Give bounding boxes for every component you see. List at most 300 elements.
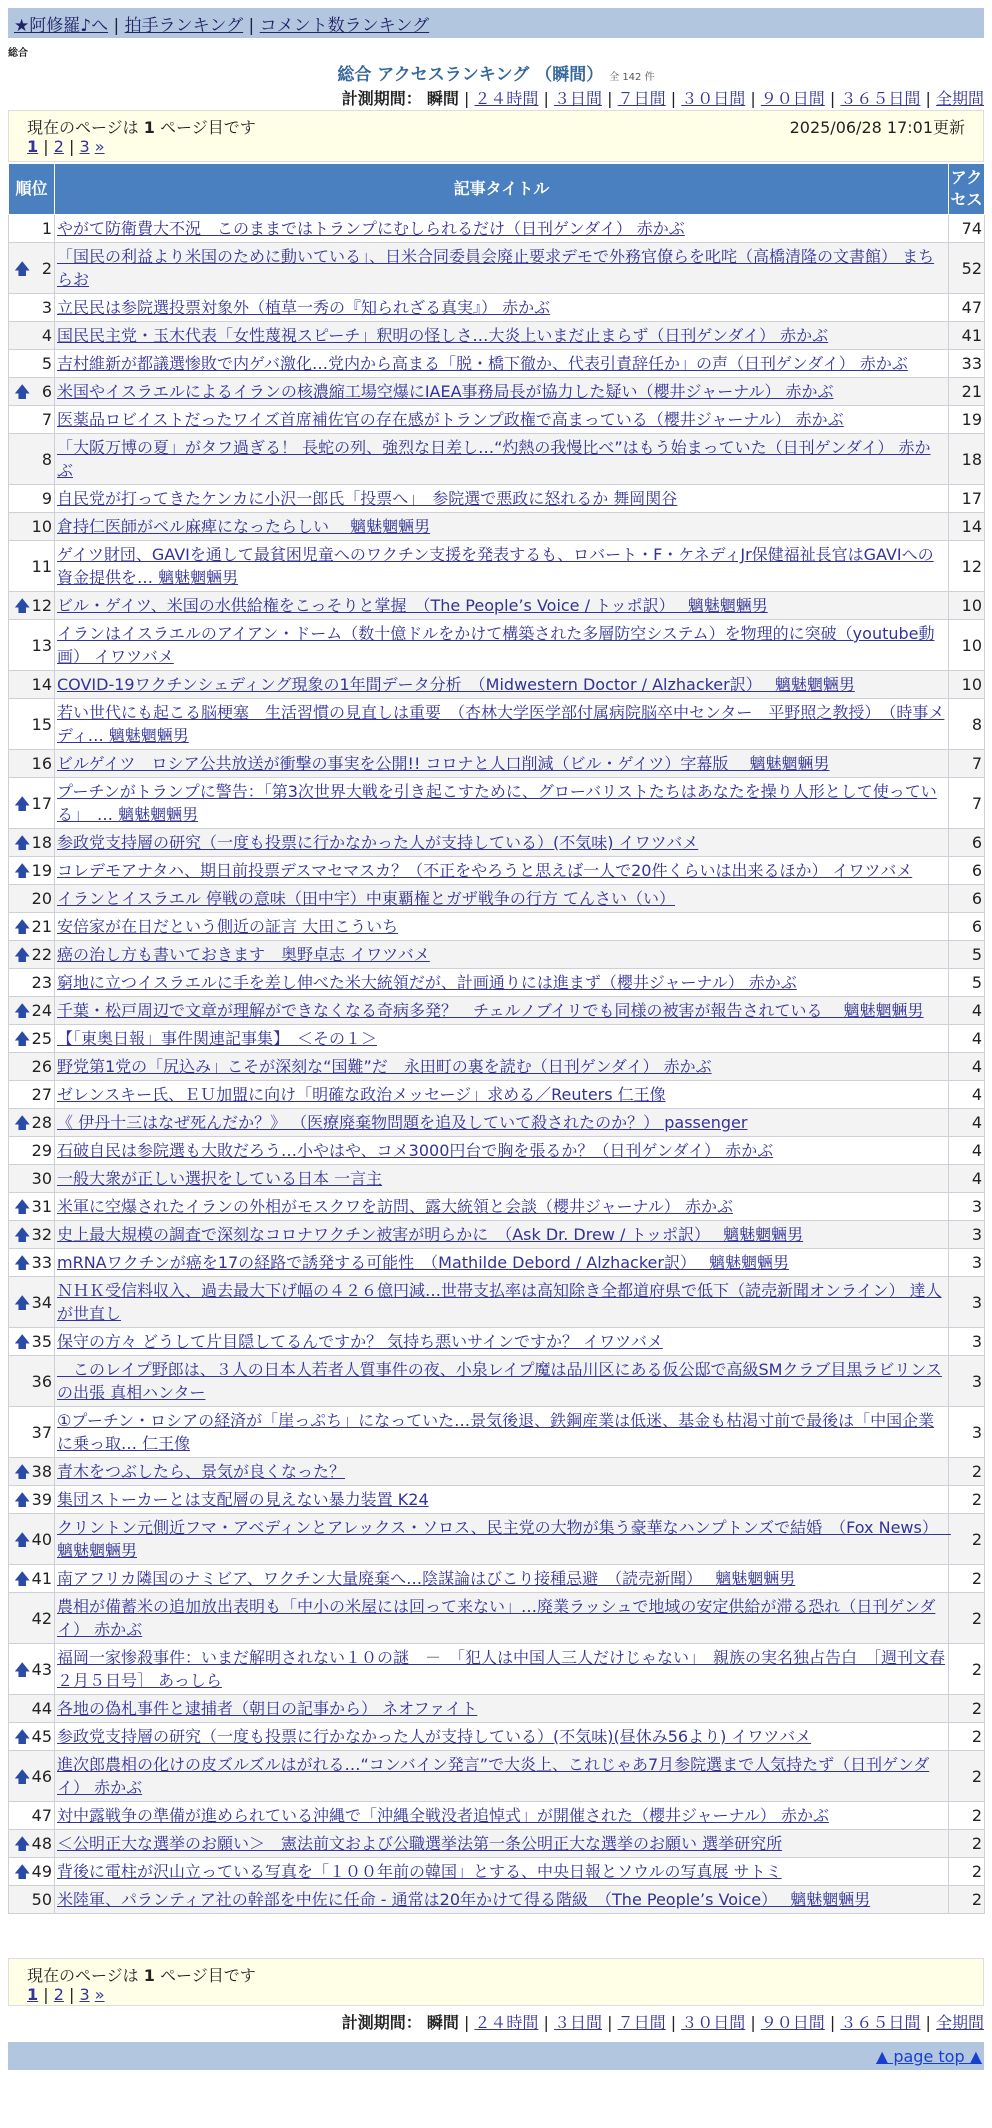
table-row <box>9 1109 985 1137</box>
rank-cell <box>9 1802 55 1830</box>
table-row <box>9 592 985 620</box>
rank-cell <box>9 1751 55 1802</box>
title-cell <box>55 1751 949 1802</box>
period-separator: | <box>925 2013 931 2032</box>
rank-cell <box>9 1858 55 1886</box>
rank-cell <box>9 1407 55 1458</box>
table-row <box>9 1830 985 1858</box>
title-cell <box>55 857 949 885</box>
rank-number: 25 <box>31 1029 52 1048</box>
access-count: 4 <box>949 1137 985 1165</box>
article-link[interactable]: 青木をつぶしたら、景気が良くなった？ <box>57 1462 346 1481</box>
home-link[interactable]: ★阿修羅♪へ <box>14 16 109 36</box>
rank-cell <box>9 1081 55 1109</box>
article-link[interactable]: 野党第1党の「尻込み」こそが深刻な“国難”だ 永田町の裏を読む（日刊ゲンダイ） 赤かぶ <box>57 1057 712 1076</box>
nav-separator: | <box>248 16 255 36</box>
rank-cell <box>9 1486 55 1514</box>
period-selector-top <box>342 86 984 109</box>
nav-separator: | <box>113 16 120 36</box>
access-count: 3 <box>949 1328 985 1356</box>
table-row <box>9 1565 985 1593</box>
pager-separator: | <box>43 1985 49 2004</box>
period-separator: | <box>750 89 756 108</box>
table-row <box>9 1053 985 1081</box>
rank-cell <box>9 1830 55 1858</box>
rank-cell <box>9 592 55 620</box>
page-status-text: 現在のページは 1 ページ目です <box>27 118 256 137</box>
rank-up-icon: 🡅 <box>14 945 31 964</box>
rank-number: 28 <box>31 1113 52 1132</box>
title-cell <box>55 671 949 699</box>
rank-cell <box>9 485 55 513</box>
top-nav-bar <box>8 8 984 38</box>
access-count: 2 <box>949 1644 985 1695</box>
page-link-current[interactable]: 1 <box>27 1985 39 2004</box>
pager-separator: | <box>69 137 75 156</box>
rank-header: 順位 <box>9 164 55 215</box>
title-cell <box>55 1886 949 1914</box>
article-link[interactable]: 吉村維新が都議選惨敗で内ゲバ激化…党内から高まる「脱・橋下徹か、代表引責辞任か」の声（日刊ゲンダイ） 赤かぶ <box>57 354 908 373</box>
table-row <box>9 829 985 857</box>
rank-cell <box>9 1277 55 1328</box>
pager-separator: | <box>43 137 49 156</box>
title-cell <box>55 620 949 671</box>
pager <box>27 1985 965 2007</box>
rank-number: 33 <box>31 1253 52 1272</box>
article-link[interactable]: 進次郎農相の化けの皮ズルズルはがれる…“コンバイン発言”で大炎上、これじゃあ7月参院選まで人気持たず（日刊ゲンダイ） 赤かぶ <box>57 1755 930 1797</box>
article-link[interactable]: イランはイスラエルのアイアン・ドーム（数十億ドルをかけて構築された多層防空システム）を物理的に突破（youtube動画） イワツバメ <box>57 624 935 666</box>
rank-cell <box>9 1109 55 1137</box>
table-row <box>9 671 985 699</box>
article-link[interactable]: 《 伊丹十三はなぜ死んだか？》 （医療廃棄物問題を追及していて殺されたのか？） passenger <box>57 1113 748 1132</box>
article-link[interactable]: 対中露戦争の準備が進められている沖縄で「沖縄全戦没者追悼式」が開催された（櫻井ジャーナル） 赤かぶ <box>57 1806 829 1825</box>
access-count: 7 <box>949 750 985 778</box>
title-cell <box>55 485 949 513</box>
rank-number: 41 <box>31 1569 52 1588</box>
rank-cell <box>9 434 55 485</box>
article-link[interactable]: COVID-19ワクチンシェディング現象の1年間データ分析 （Midwestern Doctor / Alzhacker訳） 魑魅魍魎男 <box>57 675 855 694</box>
title-cell <box>55 1830 949 1858</box>
title-cell <box>55 1565 949 1593</box>
article-link[interactable]: 南アフリカ隣国のナミビア、ワクチン大量廃棄へ…陰謀論はびこり接種忌避 （読売新聞） 魑魅魍魎男 <box>57 1569 796 1588</box>
rank-cell <box>9 378 55 406</box>
rank-number: 34 <box>31 1292 52 1312</box>
page-link[interactable]: 2 <box>53 137 64 156</box>
article-link[interactable]: 史上最大規模の調査で深刻なコロナワクチン被害が明らかに （Ask Dr. Drew / トッポ訳） 魑魅魍魎男 <box>57 1225 804 1244</box>
period-link[interactable]: ９０日間 <box>760 89 825 108</box>
access-count: 2 <box>949 1695 985 1723</box>
rank-number: 38 <box>31 1462 52 1481</box>
rank-cell <box>9 1886 55 1914</box>
table-row <box>9 1723 985 1751</box>
table-row <box>9 215 985 243</box>
title-cell <box>55 1137 949 1165</box>
page-link[interactable]: 2 <box>53 1985 64 2004</box>
table-row <box>9 1081 985 1109</box>
article-link[interactable]: 窮地に立つイスラエルに手を差し伸べた米大統領だが、計画通りには進まず（櫻井ジャーナル） 赤かぶ <box>57 973 797 992</box>
rank-up-icon: 🡅 <box>14 596 31 615</box>
access-count: 2 <box>949 1858 985 1886</box>
table-row <box>9 1407 985 1458</box>
period-link[interactable]: ３日間 <box>554 89 603 108</box>
article-link[interactable]: ビル・ゲイツ、米国の水供給権をこっそりと掌握 （The People’s Voice / トッポ訳） 魑魅魍魎男 <box>57 596 768 615</box>
rank-number: 12 <box>31 596 52 615</box>
rank-number: 46 <box>31 1766 52 1786</box>
period-selector-bottom <box>342 2010 984 2033</box>
access-count: 5 <box>949 941 985 969</box>
article-link[interactable]: ゲイツ財団、GAVIを通して最貧困児童へのワクチン支援を発表するも、ロバート・F・ケネディJr保健福祉長官はGAVIへの資金提供を… 魑魅魍魎男 <box>57 545 934 587</box>
ranking-table <box>8 163 985 1914</box>
article-link[interactable]: 安倍家が在日だという側近の証言 大田こういち <box>57 917 399 936</box>
title-cell <box>55 997 949 1025</box>
article-link[interactable]: ビルゲイツ ロシア公共放送が衝撃の事実を公開!! コロナと人口削減（ビル・ゲイツ）字幕版 魑魅魍魎男 <box>57 754 830 773</box>
article-link[interactable]: 米国やイスラエルによるイランの核濃縮工場空爆にIAEA事務局長が協力した疑い（櫻井ジャーナル） 赤かぶ <box>57 382 834 401</box>
title-cell <box>55 1328 949 1356</box>
article-link[interactable]: 米軍に空爆されたイランの外相がモスクワを訪問、露大統領と会談（櫻井ジャーナル） 赤かぶ <box>57 1197 733 1216</box>
period-link[interactable]: ３６５日間 <box>840 89 921 108</box>
article-link[interactable]: 保守の方々 どうして片目隠してるんですか？ 気持ち悪いサインですか？ イワツバメ <box>57 1332 663 1351</box>
article-link[interactable]: 参政党支持層の研究（一度も投票に行かなかった人が支持している）(不気味) イワツバメ <box>57 833 699 852</box>
table-row <box>9 1249 985 1277</box>
period-link[interactable]: ２４時間 <box>474 89 539 108</box>
access-count: 3 <box>949 1221 985 1249</box>
rank-up-icon: 🡅 <box>14 1659 31 1679</box>
title-cell <box>55 1193 949 1221</box>
article-link[interactable]: 医薬品ロビイストだったワイズ首席補佐官の存在感がトランプ政権で高まっている（櫻井ジャーナル） 赤かぶ <box>57 410 844 429</box>
title-cell <box>55 406 949 434</box>
article-link[interactable]: 参政党支持層の研究（一度も投票に行かなかった人が支持している）(不気味)(昼休み56より) イワツバメ <box>57 1727 812 1746</box>
access-count: 2 <box>949 1802 985 1830</box>
rank-up-icon: 🡅 <box>14 1001 31 1020</box>
article-link[interactable]: 福岡一家惨殺事件：いまだ解明されない１０の謎 － 「犯人は中国人三人だけじゃない」 親族の実名独占告白 ［週刊文春２月５日号］ あっしら <box>57 1648 946 1690</box>
rank-cell <box>9 1025 55 1053</box>
period-link[interactable]: ９０日間 <box>760 2013 825 2032</box>
title-cell <box>55 1695 949 1723</box>
rank-number: 10 <box>31 517 52 536</box>
page-link-current[interactable]: 1 <box>27 137 39 156</box>
access-count: 2 <box>949 1486 985 1514</box>
period-link[interactable]: ３０日間 <box>681 89 746 108</box>
period-link[interactable]: ７日間 <box>617 89 666 108</box>
table-row <box>9 1277 985 1328</box>
table-row <box>9 1165 985 1193</box>
period-separator: | <box>670 89 677 108</box>
title-cell <box>55 829 949 857</box>
access-count: 4 <box>949 1165 985 1193</box>
table-row <box>9 1695 985 1723</box>
rank-number: 35 <box>31 1332 52 1351</box>
table-row <box>9 485 985 513</box>
pager <box>27 137 965 159</box>
rank-cell <box>9 699 55 750</box>
rank-number: 19 <box>31 861 52 880</box>
article-link[interactable]: ＮＨＫ受信料収入、過去最大下げ幅の４２６億円減…世帯支払率は高知除き全都道府県で低下（読売新聞オンライン） 達人が世直し <box>57 1281 942 1323</box>
rank-cell <box>9 1328 55 1356</box>
period-separator: | <box>543 89 549 108</box>
article-link[interactable]: ①プーチン・ロシアの経済が「崖っぷち」になっていた…景気後退、鉄鋼産業は低迷、基金も枯渇寸前で最後は「中国企業に乗っ取… 仁王像 <box>57 1411 935 1453</box>
period-separator: | <box>829 89 836 108</box>
article-link[interactable]: 各地の偽札事件と逮捕者（朝日の記事から） ネオファイト <box>57 1699 478 1718</box>
title-cell <box>55 1858 949 1886</box>
title-cell <box>55 699 949 750</box>
table-row <box>9 857 985 885</box>
table-row <box>9 1514 985 1565</box>
rank-number: 37 <box>31 1422 52 1442</box>
access-count: 52 <box>949 243 985 294</box>
footer-bar <box>8 2042 984 2070</box>
period-separator: | <box>925 89 931 108</box>
title-cell <box>55 294 949 322</box>
table-row <box>9 885 985 913</box>
rank-number: 21 <box>31 917 52 936</box>
access-count: 74 <box>949 215 985 243</box>
rank-up-icon: 🡅 <box>14 1197 31 1216</box>
title-cell <box>55 885 949 913</box>
rank-cell <box>9 243 55 294</box>
rank-number: 15 <box>31 714 52 734</box>
rank-up-icon: 🡅 <box>14 833 31 852</box>
rank-number: 29 <box>31 1141 52 1160</box>
access-count: 21 <box>949 378 985 406</box>
access-count: 4 <box>949 1109 985 1137</box>
period-label: 計測期間： <box>341 89 422 108</box>
rank-up-icon: 🡅 <box>14 1462 31 1481</box>
rank-number: 47 <box>31 1806 52 1825</box>
table-row <box>9 513 985 541</box>
rank-up-icon: 🡅 <box>14 1569 31 1588</box>
article-link[interactable]: プーチンがトランプに警告：「第3次世界大戦を引き起こすために、グローバリストたちはあなたを操り人形として使っている」 … 魑魅魍魎男 <box>57 782 937 824</box>
article-link[interactable]: クリントン元側近フマ・アベディンとアレックス・ソロス、民主党の大物が集う豪華なハンプトンズで結婚 （Fox News） 魑魅魍魎男 <box>57 1518 951 1560</box>
rank-number: 36 <box>31 1371 52 1391</box>
rank-number: 1 <box>41 219 52 238</box>
access-count: 6 <box>949 857 985 885</box>
access-count: 2 <box>949 1458 985 1486</box>
access-count: 4 <box>949 997 985 1025</box>
table-row <box>9 969 985 997</box>
article-link[interactable]: 背後に電柱が沢山立っている写真を「１００年前の韓国」とする、中央日報とソウルの写真展 サトミ <box>57 1862 782 1881</box>
access-count: 6 <box>949 829 985 857</box>
article-link[interactable]: 自民党が打ってきたケンカに小沢一郎氏「投票へ」 参院選で悪政に怒れるか 舞岡関谷 <box>57 489 678 508</box>
rank-number: 6 <box>41 382 52 401</box>
table-row <box>9 1025 985 1053</box>
article-link[interactable]: ＜公明正大な選挙のお願い＞ 憲法前文および公職選挙法第一条公明正大な選挙のお願い 選挙研究所 <box>57 1834 783 1853</box>
title-cell <box>55 778 949 829</box>
rank-up-icon: 🡅 <box>14 1862 31 1881</box>
access-count: 6 <box>949 913 985 941</box>
period-link[interactable]: ７日間 <box>617 2013 666 2032</box>
period-separator: | <box>463 2013 470 2032</box>
rank-number: 42 <box>31 1608 52 1628</box>
rank-number: 24 <box>31 1001 52 1020</box>
total-count: 全 142 件 <box>609 72 655 83</box>
access-count: 3 <box>949 1407 985 1458</box>
article-link[interactable]: 国民民主党・玉木代表「女性蔑視スピーチ」釈明の怪しさ…大炎上いまだ止まらず（日刊ゲンダイ） 赤かぶ <box>57 326 829 345</box>
article-link[interactable]: 石破自民は参院選も大敗だろう…小やはや、コメ3000円台で胸を張るか？（日刊ゲンダイ） 赤かぶ <box>57 1141 774 1160</box>
article-link[interactable]: このレイプ野郎は、３人の日本人若者人質事件の夜、小泉レイプ魔は品川区にある仮公邸で高級SMクラブ目黒ラビリンスの出張 真相ハンター <box>57 1360 942 1402</box>
title-cell <box>55 1165 949 1193</box>
rank-number: 18 <box>31 833 52 852</box>
title-cell <box>55 1249 949 1277</box>
rank-cell <box>9 1565 55 1593</box>
rank-up-icon: 🡅 <box>14 917 31 936</box>
access-count: 4 <box>949 1025 985 1053</box>
table-row <box>9 620 985 671</box>
page-status-top <box>8 110 984 162</box>
rank-cell <box>9 778 55 829</box>
rank-cell <box>9 541 55 592</box>
page-top-link[interactable]: ▲ page top ▲ <box>875 2047 982 2066</box>
period-separator: | <box>463 89 470 108</box>
period-separator: | <box>607 89 613 108</box>
title-cell <box>55 1514 949 1565</box>
rank-cell <box>9 997 55 1025</box>
access-count: 2 <box>949 1514 985 1565</box>
access-count: 2 <box>949 1751 985 1802</box>
period-link[interactable]: 全期間 <box>935 2013 984 2032</box>
period-separator: | <box>670 2013 677 2032</box>
article-link[interactable]: 「国民の利益より米国のために動いている」、日米合同委員会廃止要求デモで外務官僚らを叱咤（高橋清隆の文書館） まちらお <box>57 247 935 289</box>
period-label: 計測期間： <box>341 2013 422 2032</box>
rank-cell <box>9 671 55 699</box>
rank-number: 23 <box>31 973 52 992</box>
rank-number: 26 <box>31 1057 52 1076</box>
article-link[interactable]: 一般大衆が正しい選択をしている日本 一言主 <box>57 1169 383 1188</box>
rank-cell <box>9 1137 55 1165</box>
rank-number: 44 <box>31 1699 52 1718</box>
access-count: 14 <box>949 513 985 541</box>
rank-number: 17 <box>31 793 52 813</box>
rank-number: 30 <box>31 1169 52 1188</box>
title-cell <box>55 1458 949 1486</box>
period-current: 瞬間 <box>426 2013 459 2032</box>
rank-number: 11 <box>31 556 52 576</box>
rank-cell <box>9 1514 55 1565</box>
rank-up-icon: 🡅 <box>14 861 31 880</box>
rank-number: 31 <box>31 1197 52 1216</box>
rank-number: 32 <box>31 1225 52 1244</box>
rank-up-icon: 🡅 <box>14 1113 31 1132</box>
access-count: 18 <box>949 434 985 485</box>
article-link[interactable]: 集団ストーカーとは支配層の見えない暴力装置 K24 <box>57 1490 429 1509</box>
article-link[interactable]: 米陸軍、パランティア社の幹部を中佐に任命 - 通常は20年かけて得る階級 （The People’s Voice） 魑魅魍魎男 <box>57 1890 871 1909</box>
rank-number: 3 <box>41 298 52 317</box>
article-link[interactable]: 立民民は参院選投票対象外（植草一秀の『知られざる真実』） 赤かぶ <box>57 298 551 317</box>
access-count: 10 <box>949 592 985 620</box>
access-count: 6 <box>949 885 985 913</box>
period-separator: | <box>543 2013 549 2032</box>
page-link[interactable]: 3 <box>79 1985 90 2004</box>
rank-up-icon: 🡅 <box>14 1727 31 1746</box>
title-cell <box>55 1644 949 1695</box>
rank-number: 45 <box>31 1727 52 1746</box>
article-link[interactable]: 若い世代にも起こる脳梗塞 生活習慣の見直しは重要 （杏林大学医学部付属病院脳卒中センター 平野照之教授） （時事メディ… 魑魅魍魎男 <box>57 703 945 745</box>
rank-up-icon: 🡅 <box>14 793 31 813</box>
access-count: 10 <box>949 620 985 671</box>
rank-cell <box>9 215 55 243</box>
rank-cell <box>9 1458 55 1486</box>
rank-cell <box>9 1053 55 1081</box>
table-row <box>9 294 985 322</box>
rank-number: 22 <box>31 945 52 964</box>
article-link[interactable]: コレデモアナタハ、期日前投票デスマセマスカ？（不正をやろうと思えば一人で20件くらいは出来るほか） イワツバメ <box>57 861 913 880</box>
rank-cell <box>9 322 55 350</box>
access-count: 5 <box>949 969 985 997</box>
table-row <box>9 1486 985 1514</box>
rank-number: 2 <box>41 258 52 278</box>
article-link[interactable]: 癌の治し方も書いておきます 奥野卓志 イワツバメ <box>57 945 430 964</box>
period-link[interactable]: ３日間 <box>554 2013 603 2032</box>
title-cell <box>55 913 949 941</box>
title-cell <box>55 1723 949 1751</box>
rank-up-icon: 🡅 <box>14 1029 31 1048</box>
next-page-link[interactable]: » <box>94 137 105 156</box>
updated-time: 2025/06/28 17:01更新 <box>789 118 965 137</box>
comment-ranking-link[interactable]: コメント数ランキング <box>259 16 430 36</box>
title-cell <box>55 215 949 243</box>
period-link[interactable]: 全期間 <box>935 89 984 108</box>
rank-cell <box>9 1249 55 1277</box>
table-row <box>9 1221 985 1249</box>
table-row <box>9 1886 985 1914</box>
page-link[interactable]: 3 <box>79 137 90 156</box>
access-count: 12 <box>949 541 985 592</box>
article-link[interactable]: やがて防衛費大不況 このままではトランプにむしられるだけ（日刊ゲンダイ） 赤かぶ <box>57 219 685 238</box>
article-link[interactable]: 農相が備蓄米の追加放出表明も「中小の米屋には回って来ない」…廃業ラッシュで地域の安定供給が滞る恐れ（日刊ゲンダイ） 赤かぶ <box>57 1597 936 1639</box>
title-cell <box>55 1221 949 1249</box>
access-count: 3 <box>949 1356 985 1407</box>
title-cell <box>55 322 949 350</box>
page-title <box>0 60 992 85</box>
article-link[interactable]: イランとイスラエル 停戦の意味（田中宇）中東覇権とガザ戦争の行方 てんさい（い） <box>57 889 676 908</box>
access-count: 19 <box>949 406 985 434</box>
title-cell <box>55 1593 949 1644</box>
table-row <box>9 941 985 969</box>
table-row <box>9 1751 985 1802</box>
article-link[interactable]: 【「東奥日報」事件関連記事集】 ＜その１＞ <box>57 1029 378 1048</box>
period-link[interactable]: ３０日間 <box>681 2013 746 2032</box>
rank-number: 39 <box>31 1490 52 1509</box>
title-cell <box>55 378 949 406</box>
title-cell <box>55 1277 949 1328</box>
rank-cell <box>9 350 55 378</box>
rank-number: 4 <box>41 326 52 345</box>
article-link[interactable]: 「大阪万博の夏」がタフ過ぎる！ 長蛇の列、強烈な日差し…“灼熱の我慢比べ”はもう始まっていた（日刊ゲンダイ） 赤かぶ <box>57 438 931 480</box>
title-cell <box>55 1486 949 1514</box>
access-count: 17 <box>949 485 985 513</box>
rank-up-icon: 🡅 <box>14 1766 31 1786</box>
access-count: 3 <box>949 1277 985 1328</box>
article-link[interactable]: 倉持仁医師がベル麻痺になったらしい 魑魅魍魎男 <box>57 517 431 536</box>
period-link[interactable]: ３６５日間 <box>840 2013 921 2032</box>
access-count: 2 <box>949 1723 985 1751</box>
rank-cell <box>9 406 55 434</box>
access-count: 41 <box>949 322 985 350</box>
table-row <box>9 1137 985 1165</box>
article-link[interactable]: mRNAワクチンが癌を17の経路で誘発する可能性 （Mathilde Debord / Alzhacker訳） 魑魅魍魎男 <box>57 1253 790 1272</box>
table-row <box>9 1193 985 1221</box>
access-count: 4 <box>949 1081 985 1109</box>
rank-cell <box>9 941 55 969</box>
article-link[interactable]: ゼレンスキー氏、ＥＵ加盟に向け「明確な政治メッセージ」求める／Reuters 仁王像 <box>57 1085 666 1104</box>
table-row <box>9 350 985 378</box>
rank-number: 20 <box>31 889 52 908</box>
period-link[interactable]: ２４時間 <box>474 2013 539 2032</box>
rank-number: 14 <box>31 675 52 694</box>
period-separator: | <box>607 2013 613 2032</box>
clap-ranking-link[interactable]: 拍手ランキング <box>124 16 244 36</box>
article-link[interactable]: 千葉・松戸周辺で文章が理解ができなくなる奇病多発？ チェルノブイリでも同様の被害が報告されている 魑魅魍魎男 <box>57 1001 924 1020</box>
next-page-link[interactable]: » <box>94 1985 105 2004</box>
